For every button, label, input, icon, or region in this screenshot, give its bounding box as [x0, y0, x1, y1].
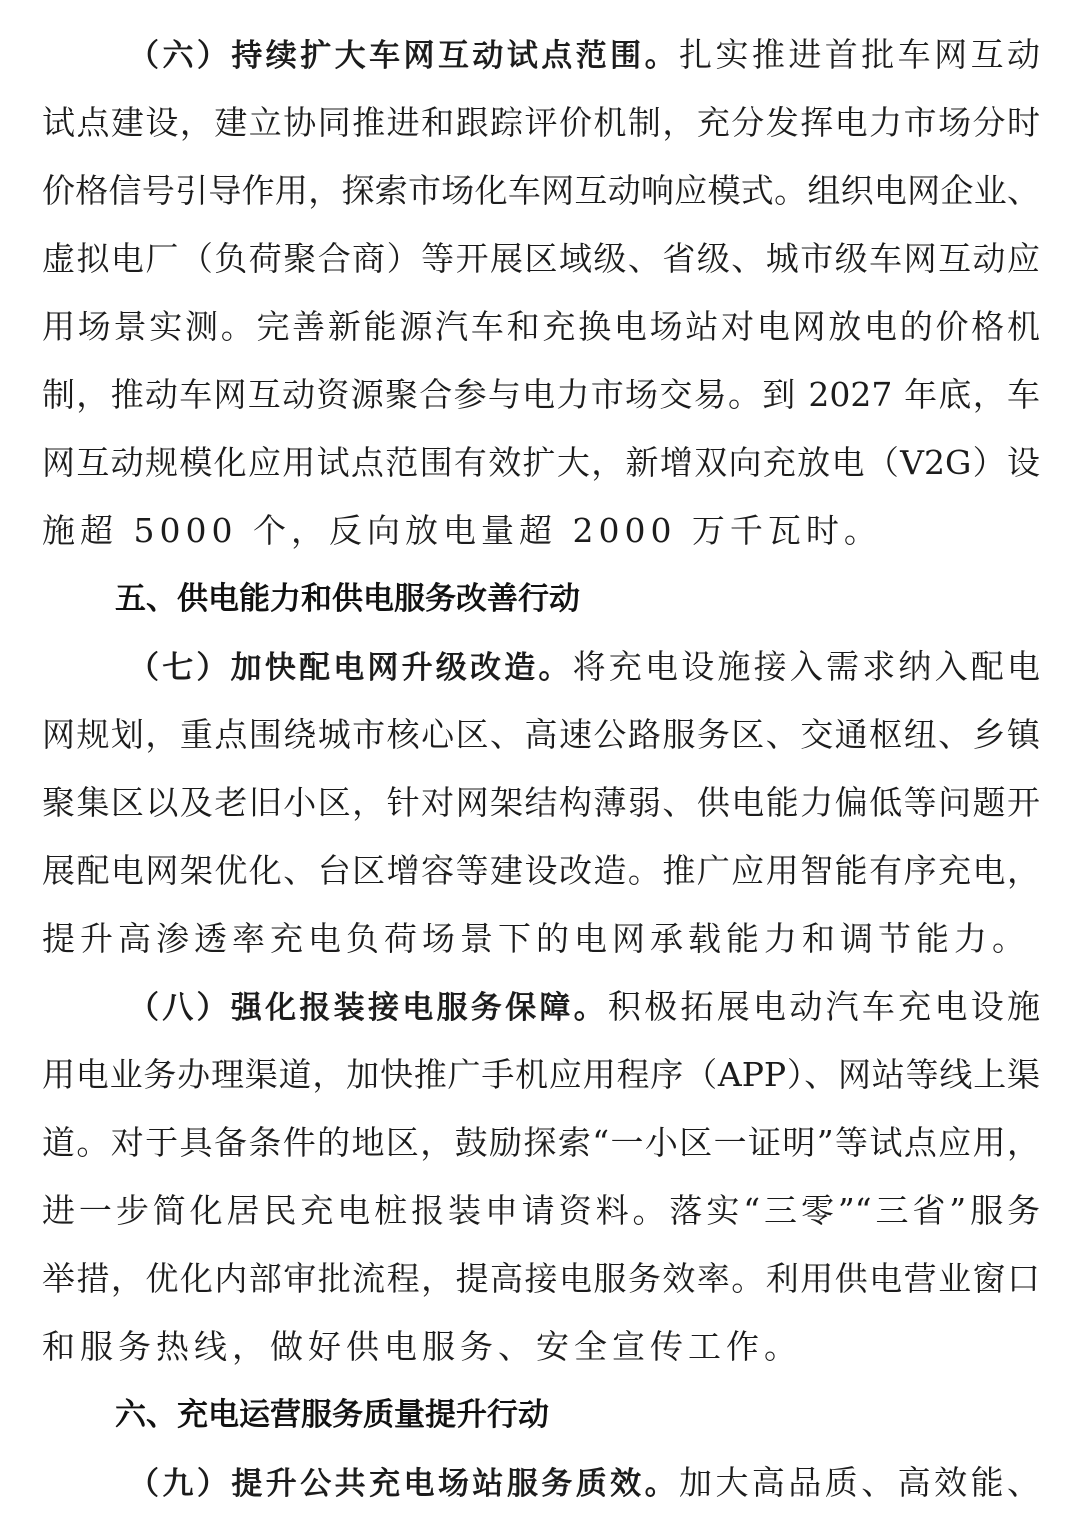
- paragraph-9-lead: （九）提升公共充电场站服务质效。: [128, 1466, 680, 1502]
- paragraph-7-line-3: 聚集区以及老旧小区，针对网架结构薄弱、供电能力偏低等问题开: [42, 783, 1040, 822]
- paragraph-6-text: 扎实推进首批车网互动: [679, 35, 1041, 74]
- paragraph-8-line-6: 和服务热线，做好供电服务、安全宣传工作。: [42, 1327, 802, 1366]
- paragraph-8-line-2: 用电业务办理渠道，加快推广手机应用程序（APP）、网站等线上渠: [42, 1055, 1040, 1094]
- paragraph-6-line-1: [128, 33, 1040, 77]
- paragraph-7-line-2: 网规划，重点围绕城市核心区、高速公路服务区、交通枢纽、乡镇: [42, 715, 1040, 754]
- section-heading-6: 六、充电运营服务质量提升行动: [115, 1397, 549, 1433]
- paragraph-6-line-6: 制，推动车网互动资源聚合参与电力市场交易。到 2027 年底，车: [42, 375, 1040, 414]
- paragraph-8-line-4: 进一步简化居民充电桩报装申请资料。落实“三零”“三省”服务: [42, 1191, 1040, 1230]
- paragraph-7-line-1: [128, 645, 1040, 689]
- paragraph-9-line-1: [128, 1461, 1040, 1505]
- paragraph-6-line-2: 试点建设，建立协同推进和跟踪评价机制，充分发挥电力市场分时: [42, 103, 1040, 142]
- paragraph-8-text: 积极拓展电动汽车充电设施: [607, 987, 1041, 1026]
- paragraph-8-line-3: 道。对于具备条件的地区，鼓励探索“一小区一证明”等试点应用，: [42, 1123, 1040, 1162]
- paragraph-6-lead: （六）持续扩大车网互动试点范围。: [128, 38, 680, 74]
- paragraph-8-lead: （八）强化报装接电服务保障。: [128, 990, 608, 1026]
- paragraph-6-line-5: 用场景实测。完善新能源汽车和充换电场站对电网放电的价格机: [42, 307, 1040, 346]
- paragraph-9-text: 加大高品质、高效能、: [679, 1463, 1041, 1502]
- paragraph-7-lead: （七）加快配电网升级改造。: [128, 650, 573, 686]
- paragraph-7-line-4: 展配电网架优化、台区增容等建设改造。推广应用智能有序充电，: [42, 851, 1040, 890]
- paragraph-8-line-5: 举措，优化内部审批流程，提高接电服务效率。利用供电营业窗口: [42, 1259, 1040, 1298]
- paragraph-7-text: 将充电设施接入需求纳入配电: [572, 647, 1041, 686]
- paragraph-6-line-7: 网互动规模化应用试点范围有效扩大，新增双向充放电（V2G）设: [42, 443, 1040, 482]
- paragraph-7-line-5: 提升高渗透率充电负荷场景下的电网承载能力和调节能力。: [42, 919, 1030, 958]
- paragraph-6-line-4: 虚拟电厂（负荷聚合商）等开展区域级、省级、城市级车网互动应: [42, 239, 1040, 278]
- paragraph-6-line-8: 施超 5000 个，反向放电量超 2000 万千瓦时。: [42, 511, 882, 550]
- paragraph-8-line-1: [128, 985, 1040, 1029]
- paragraph-6-line-3: 价格信号引导作用，探索市场化车网互动响应模式。组织电网企业、: [42, 171, 1040, 210]
- section-heading-5: 五、供电能力和供电服务改善行动: [115, 581, 580, 617]
